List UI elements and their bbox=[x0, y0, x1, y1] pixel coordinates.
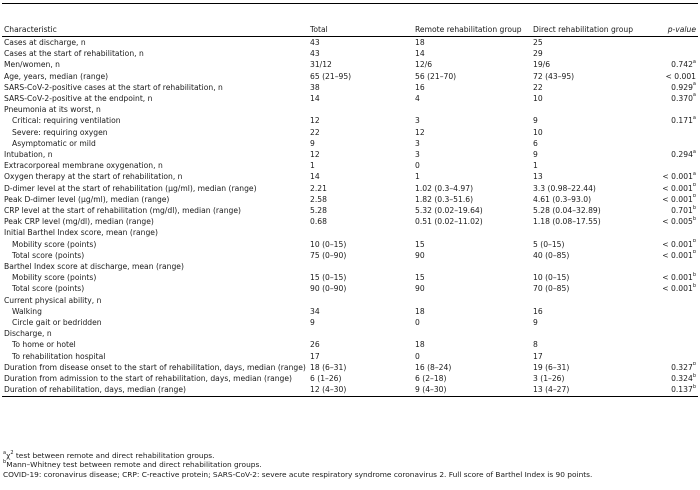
table-row bbox=[2, 138, 698, 149]
cell-direct: 1 bbox=[533, 161, 538, 171]
cell-remote: 1.82 (0.3–51.6) bbox=[415, 194, 474, 204]
cell-direct: 5.28 (0.04–32.89) bbox=[533, 206, 601, 216]
row-label: Extracorporeal membrane oxygenation, n bbox=[4, 161, 163, 171]
cell-direct: 13 (4–27) bbox=[531, 384, 643, 396]
cell-total: 2.58 bbox=[310, 194, 327, 204]
table-row bbox=[2, 295, 698, 306]
footnote-abbreviations: COVID-19: coronavirus disease; CRP: C-reactive protein; SARS-CoV-2: severe acute respiratory syndrome coronavirus 2. Full score of Barthel Index is 90 points. bbox=[3, 469, 593, 479]
cell-direct: 9 bbox=[533, 150, 538, 160]
cell-total: 0.68 bbox=[310, 217, 327, 227]
cell-direct: 4.61 (0.3–93.0) bbox=[533, 194, 592, 204]
row-label: To rehabilitation hospital bbox=[12, 351, 106, 361]
cell-p-value bbox=[643, 104, 698, 115]
cell-p-value: 0.370$^a$ bbox=[671, 93, 696, 104]
cell-direct: 10 (0–15) bbox=[533, 273, 570, 283]
cell-p-value bbox=[643, 339, 698, 350]
cell-remote: 0.51 (0.02–11.02) bbox=[415, 217, 483, 227]
cell-p-value: < 0.001 bbox=[665, 71, 696, 81]
footnote-marker: b bbox=[692, 205, 696, 211]
cell-total: 22 bbox=[310, 127, 320, 137]
cell-p-value bbox=[643, 138, 698, 149]
cell-direct bbox=[531, 295, 643, 306]
row-label: Mobility score (points) bbox=[12, 273, 97, 283]
footnote-b: $^b$Mann–Whitney test between remote and direct rehabilitation groups. bbox=[3, 458, 262, 470]
footnote-marker: b bbox=[692, 272, 696, 278]
footnote-marker: a bbox=[692, 171, 696, 177]
cell-total: 9 bbox=[310, 138, 315, 148]
cell-total bbox=[308, 261, 413, 272]
cell-remote bbox=[413, 295, 531, 306]
cell-remote: 0 bbox=[415, 351, 420, 361]
cell-remote: 1 bbox=[415, 172, 420, 182]
table-row bbox=[2, 250, 698, 261]
cell-p-value bbox=[643, 261, 698, 272]
cell-direct: 9 bbox=[533, 318, 538, 328]
cell-remote bbox=[413, 104, 531, 115]
cell-p-value: 0.701$^b$ bbox=[671, 205, 696, 216]
row-label: Asymptomatic or mild bbox=[12, 138, 96, 148]
table-row bbox=[2, 239, 698, 250]
cell-direct: 10 bbox=[533, 127, 543, 137]
header-total: Total bbox=[310, 25, 328, 35]
table-row bbox=[2, 37, 698, 49]
cell-total: 43 bbox=[310, 38, 320, 47]
cell-total: 65 (21–95) bbox=[310, 71, 352, 81]
cell-remote: 1.02 (0.3–4.97) bbox=[415, 183, 474, 193]
table-row bbox=[2, 272, 698, 283]
header-remote-group: Remote rehabilitation group bbox=[415, 25, 522, 35]
cell-remote bbox=[413, 328, 531, 339]
footnote-marker: b bbox=[692, 238, 696, 245]
table-row bbox=[2, 227, 698, 238]
cell-remote: 18 bbox=[415, 306, 425, 316]
row-label: Men/women, n bbox=[4, 60, 60, 70]
table-row bbox=[2, 127, 698, 138]
footnote-marker: b bbox=[692, 249, 696, 256]
table-row bbox=[2, 362, 698, 373]
row-label: Current physical ability, n bbox=[4, 295, 102, 305]
cell-total: 5.28 bbox=[310, 206, 327, 216]
cell-direct: 6 bbox=[533, 138, 538, 148]
row-label: Severe: requiring oxygen bbox=[12, 127, 108, 137]
cell-p-value bbox=[643, 160, 698, 171]
table-row bbox=[2, 194, 698, 205]
cell-remote: 16 bbox=[415, 82, 425, 92]
cell-p-value: 0.327$^b$ bbox=[671, 361, 696, 372]
cell-remote: 3 bbox=[415, 150, 420, 160]
cell-p-value: < 0.001$^b$ bbox=[662, 238, 696, 249]
header-characteristic: Characteristic bbox=[4, 25, 57, 35]
cell-total: 26 bbox=[310, 340, 320, 350]
cell-remote: 90 bbox=[415, 250, 425, 260]
cell-p-value: < 0.001$^a$ bbox=[662, 171, 696, 182]
row-label: Walking bbox=[12, 306, 42, 316]
cell-p-value: < 0.005$^b$ bbox=[662, 216, 696, 227]
cell-p-value bbox=[643, 48, 698, 59]
cell-direct: 17 bbox=[533, 351, 543, 361]
row-label: Peak D-dimer level (µg/ml), median (range) bbox=[4, 194, 170, 204]
cell-direct: 72 (43–95) bbox=[533, 71, 575, 81]
cell-total: 15 (0–15) bbox=[310, 273, 347, 283]
footnote-marker: b bbox=[692, 283, 696, 289]
footnote-marker: b bbox=[692, 373, 696, 379]
cell-direct: 3.3 (0.98–22.44) bbox=[533, 183, 596, 193]
table-row bbox=[2, 71, 698, 82]
cell-p-value: 0.929$^a$ bbox=[671, 81, 696, 92]
table-row bbox=[2, 48, 698, 59]
header-p-value: p-value bbox=[667, 25, 696, 35]
cell-remote: 15 bbox=[415, 239, 425, 249]
cell-total bbox=[308, 227, 413, 238]
cell-total: 12 (4–30) bbox=[308, 384, 413, 396]
row-label: CRP level at the start of rehabilitation (mg/dl), median (range) bbox=[4, 206, 241, 216]
table-body bbox=[2, 37, 698, 397]
cell-p-value bbox=[643, 328, 698, 339]
cell-remote: 56 (21–70) bbox=[415, 71, 457, 81]
footnote-marker: b bbox=[692, 182, 696, 189]
footnote-marker: a bbox=[692, 81, 696, 88]
cell-remote: 12/6 bbox=[415, 60, 433, 70]
cell-p-value: 0.171$^a$ bbox=[671, 115, 696, 126]
table-row bbox=[2, 384, 698, 396]
row-label: Discharge, n bbox=[4, 329, 52, 339]
cell-remote: 9 (4–30) bbox=[413, 384, 531, 396]
row-label: Total score (points) bbox=[12, 284, 85, 294]
cell-remote: 3 bbox=[415, 116, 420, 126]
cell-remote bbox=[413, 261, 531, 272]
cell-direct: 29 bbox=[533, 49, 543, 59]
table-row bbox=[2, 306, 698, 317]
cell-total: 1 bbox=[310, 161, 315, 171]
cell-remote: 0 bbox=[415, 318, 420, 328]
header-direct-group: Direct rehabilitation group bbox=[533, 25, 634, 35]
row-label: SARS-CoV-2-positive at the endpoint, n bbox=[4, 94, 153, 104]
table-row bbox=[2, 351, 698, 362]
cell-direct: 25 bbox=[533, 38, 543, 47]
footnote-marker: b bbox=[692, 216, 696, 222]
cell-p-value bbox=[643, 227, 698, 238]
cell-total: 18 (6–31) bbox=[310, 362, 347, 372]
cell-p-value bbox=[643, 127, 698, 138]
footnote-marker: b bbox=[692, 361, 696, 368]
table-row bbox=[2, 373, 698, 384]
row-label: Duration of rehabilitation, days, median (range) bbox=[2, 384, 308, 396]
cell-p-value: 0.294$^a$ bbox=[671, 149, 696, 160]
cell-remote: 3 bbox=[415, 138, 420, 148]
cell-remote: 12 bbox=[415, 127, 425, 137]
table-row bbox=[2, 171, 698, 182]
cell-direct bbox=[531, 328, 643, 339]
row-label: Peak CRP level (mg/dl), median (range) bbox=[4, 217, 154, 227]
table-row bbox=[2, 261, 698, 272]
table-row bbox=[2, 82, 698, 93]
cell-remote: 15 bbox=[415, 273, 425, 283]
row-label: Initial Barthel Index score, mean (range) bbox=[4, 228, 158, 238]
table-row bbox=[2, 328, 698, 339]
cell-direct bbox=[531, 261, 643, 272]
cell-direct: 10 bbox=[533, 94, 543, 104]
cell-total: 6 (1–26) bbox=[310, 374, 342, 384]
cell-p-value: < 0.001$^b$ bbox=[662, 182, 696, 193]
cell-direct: 19 (6–31) bbox=[533, 362, 570, 372]
cell-direct: 5 (0–15) bbox=[533, 239, 565, 249]
footnote-marker: a bbox=[692, 59, 696, 65]
table-row bbox=[2, 205, 698, 216]
row-label: Oxygen therapy at the start of rehabilitation, n bbox=[4, 172, 183, 182]
cell-total bbox=[308, 104, 413, 115]
cell-total: 90 (0–90) bbox=[310, 284, 347, 294]
row-label: SARS-CoV-2-positive cases at the start of rehabilitation, n bbox=[4, 82, 223, 92]
cell-remote: 14 bbox=[415, 49, 425, 59]
cell-remote bbox=[413, 227, 531, 238]
cell-remote: 16 (8–24) bbox=[415, 362, 452, 372]
cell-direct: 8 bbox=[533, 340, 538, 350]
table-row bbox=[2, 115, 698, 126]
row-label: Cases at the start of rehabilitation, n bbox=[4, 49, 144, 59]
cell-total: 17 bbox=[310, 351, 320, 361]
cell-p-value: 0.742$^a$ bbox=[671, 59, 696, 70]
cell-total bbox=[308, 295, 413, 306]
cell-total: 43 bbox=[310, 49, 320, 59]
cell-direct: 16 bbox=[533, 306, 543, 316]
cell-remote: 18 bbox=[415, 340, 425, 350]
table-row bbox=[2, 283, 698, 294]
row-label: Barthel Index score at discharge, mean (range) bbox=[4, 262, 184, 272]
cell-total: 2.21 bbox=[310, 183, 327, 193]
footnote-marker: b bbox=[692, 384, 696, 390]
cell-p-value: < 0.001$^b$ bbox=[662, 193, 696, 204]
table-row bbox=[2, 149, 698, 160]
cell-remote: 0 bbox=[415, 161, 420, 171]
cell-p-value bbox=[643, 306, 698, 317]
cell-total: 38 bbox=[310, 82, 320, 92]
footnote-marker: a bbox=[692, 149, 696, 155]
table-header bbox=[2, 4, 698, 37]
cell-p-value: 0.324$^b$ bbox=[671, 373, 696, 384]
cell-remote: 5.32 (0.02–19.64) bbox=[415, 206, 483, 216]
table-row bbox=[2, 160, 698, 171]
cell-p-value bbox=[643, 317, 698, 328]
cell-p-value bbox=[643, 37, 698, 49]
row-label: Intubation, n bbox=[4, 150, 53, 160]
cell-total: 12 bbox=[310, 150, 320, 160]
footnote-marker: a bbox=[692, 115, 696, 121]
cell-remote: 18 bbox=[415, 38, 425, 47]
cell-direct bbox=[531, 104, 643, 115]
table-footnotes bbox=[3, 451, 592, 479]
cell-total: 14 bbox=[310, 94, 320, 104]
row-label: Critical: requiring ventilation bbox=[12, 116, 121, 126]
row-label: D-dimer level at the start of rehabilitation (µg/ml), median (range) bbox=[4, 183, 257, 193]
row-label: Mobility score (points) bbox=[12, 239, 97, 249]
cell-direct: 1.18 (0.08–17.55) bbox=[533, 217, 601, 227]
table-row bbox=[2, 317, 698, 328]
cell-total: 34 bbox=[310, 306, 320, 316]
table-row bbox=[2, 104, 698, 115]
cell-remote: 6 (2–18) bbox=[415, 374, 447, 384]
table-row bbox=[2, 216, 698, 227]
cell-p-value: 0.137$^b$ bbox=[643, 384, 698, 396]
table-row bbox=[2, 59, 698, 70]
cell-total: 75 (0–90) bbox=[310, 250, 347, 260]
row-label: Cases at discharge, n bbox=[4, 38, 86, 47]
cell-direct bbox=[531, 227, 643, 238]
cell-total: 14 bbox=[310, 172, 320, 182]
cell-direct: 70 (0–85) bbox=[533, 284, 570, 294]
cell-p-value bbox=[643, 295, 698, 306]
cell-direct: 22 bbox=[533, 82, 543, 92]
cell-total bbox=[308, 328, 413, 339]
table-row bbox=[2, 93, 698, 104]
cell-direct: 13 bbox=[533, 172, 543, 182]
cell-total: 31/12 bbox=[310, 60, 332, 70]
cell-p-value: < 0.001$^b$ bbox=[662, 249, 696, 260]
cell-direct: 3 (1–26) bbox=[533, 374, 565, 384]
row-label: Circle gait or bedridden bbox=[12, 318, 102, 328]
row-label: Age, years, median (range) bbox=[4, 71, 109, 81]
cell-p-value: < 0.001$^b$ bbox=[662, 272, 696, 283]
cell-remote: 4 bbox=[415, 94, 420, 104]
cell-p-value bbox=[643, 351, 698, 362]
row-label: Duration from admission to the start of rehabilitation, days, median (range) bbox=[4, 374, 292, 384]
table-row bbox=[2, 339, 698, 350]
cell-direct: 40 (0–85) bbox=[533, 250, 570, 260]
characteristics-table bbox=[2, 3, 698, 397]
row-label: Total score (points) bbox=[12, 250, 85, 260]
row-label: Pneumonia at its worst, n bbox=[4, 105, 101, 115]
footnote-marker: b bbox=[692, 193, 696, 200]
cell-direct: 19/6 bbox=[533, 60, 551, 70]
table-row bbox=[2, 183, 698, 194]
cell-total: 10 (0–15) bbox=[310, 239, 347, 249]
cell-total: 9 bbox=[310, 318, 315, 328]
cell-direct: 9 bbox=[533, 116, 538, 126]
cell-total: 12 bbox=[310, 116, 320, 126]
row-label: To home or hotel bbox=[12, 340, 76, 350]
row-label: Duration from disease onset to the start of rehabilitation, days, median (range) bbox=[4, 362, 306, 372]
cell-remote: 90 bbox=[415, 284, 425, 294]
footnote-marker: a bbox=[692, 93, 696, 99]
cell-p-value: < 0.001$^b$ bbox=[662, 283, 696, 294]
footnote-a: $^a\chi^2$ test between remote and direct rehabilitation groups. bbox=[3, 449, 215, 460]
